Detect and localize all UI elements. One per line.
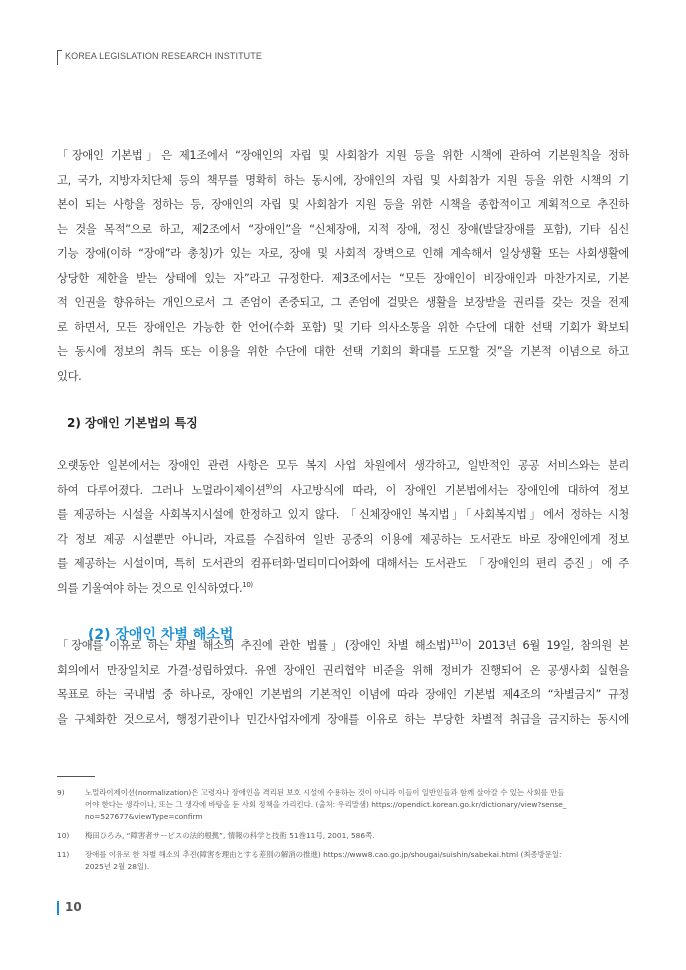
footnote-text[interactable]: 장애를 이유로 한 차별 해소의 추진(障害を理由とする差別の解消の推進) https://www8.cao.go.jp/shougai/suishin/sabekai.html (최종방문일:	[85, 850, 562, 859]
text-line: 「장애인 기본법」은 제1조에서 “장애인의 자립 및 사회참가 지원 등을 위한 시책에 관하여 기본원칙을 정하	[57, 149, 629, 162]
footnote-10	[57, 830, 629, 842]
text-segment: 의 사고방식에 따라, 이 장애인 기본법에서는 장애인에 대하여 정보	[272, 483, 629, 497]
footnote-text: 노멀라이제이션(normalization)은 고령자나 장애인을 격리된 보호 시설에 수용하는 것이 아니라 이들이 일반인들과 함께 살아갈 수 있는 사회를 만들	[85, 788, 565, 797]
footnote-number: 11)	[57, 850, 70, 859]
text-line: 있다.	[57, 369, 82, 383]
header-title: KOREA LEGISLATION RESEARCH INSTITUTE	[65, 51, 262, 61]
footnote-ref-11[interactable]: 11)	[450, 638, 462, 647]
text-line: 각 정보 제공 시설뿐만 아니라, 자료를 수집하여 일반 공중의 이용에 제공하는 도서관도 바로 장애인에게 정보	[57, 532, 629, 546]
text-line: 적 인권을 향유하는 개인으로서 그 존엄이 존중되고, 그 존엄에 걸맞은 생활을 보장받을 권리를 갖는 것을 전제	[57, 296, 629, 309]
footnotes	[57, 787, 629, 880]
text-segment: 이 2013년 6월 19일, 참의원 본	[461, 639, 629, 652]
footnote-11	[57, 849, 629, 873]
paragraph-characteristics	[57, 454, 629, 601]
text-line: 기능 장애(이하 “장애”라 총칭)가 있는 자로, 장애 및 사회적 장벽으로 인해 계속해서 일상생활 또는 사회생활에	[57, 247, 629, 260]
text-line: 오랫동안 일본에서는 장애인 관련 사항은 모두 복지 사업 차원에서 생각하고, 일반적인 공공 서비스와는 분리	[57, 459, 629, 472]
footnote-number: 9)	[57, 788, 65, 797]
footnote-link[interactable]: no=527677&viewType=confirm	[85, 812, 203, 821]
text-line: 고, 국가, 지방자치단체 등의 책무를 명확히 하는 동시에, 장애인의 자립 및 사회참가 지원 등을 위한 시책의 기	[57, 173, 629, 187]
text-line	[57, 479, 629, 504]
text-line	[57, 634, 629, 659]
footnote-9	[57, 787, 629, 823]
header-bracket-mark	[57, 50, 62, 65]
text-line	[57, 577, 629, 602]
text-line: 를 제공하는 시설이며, 특히 도서관의 컴퓨터화·멀티미디어화에 대해서는 도서관도 「장애인의 편리 증진」에 주	[57, 557, 629, 570]
text-line: 는 것을 목적”으로 하고, 제2조에서 “장애인”을 “신체장애, 지적 장애, 정신 장애(발달장애를 포함), 기타 심신	[57, 222, 629, 236]
text-line: 목표로 하는 국내법 중 하나로, 장애인 기본법의 기본적인 이념에 따라 장애인 기본법 제4조의 “차별금지” 규정	[57, 688, 629, 701]
text-line: 을 구체화한 것으로서, 행정기관이나 민간사업자에게 장애를 이유로 하는 부당한 차별적 취급을 금지하는 동시에	[57, 712, 629, 726]
footnote-text: 어야 한다는 생각이나, 또는 그 생각에 바탕을 둔 사회 정책을 가리킨다. (출처: 우리말샘) https://opendict.korean.go.kr/dictionary/view?sense_	[85, 800, 567, 809]
footnote-text: 梅田ひろみ, “障害者サービスの法的根拠”, 情報の科学と技術 51巻11号, 2001, 586쪽.	[85, 831, 375, 840]
footnote-text: 2025년 2월 28일).	[85, 862, 150, 871]
page-number: 10	[65, 900, 82, 914]
subsection-heading: 2) 장애인 기본법의 특징	[67, 416, 198, 430]
paragraph-discrimination-act	[57, 634, 629, 732]
text-line: 상당한 제한을 받는 상태에 있는 자”라고 규정한다. 제3조에서는 “모든 장애인이 비장애인과 마찬가지로, 기본	[57, 271, 629, 285]
text-segment: 「장애를 이유로 하는 차별 해소의 추진에 관한 법률」(장애인 차별 해소법)	[57, 639, 451, 652]
text-segment: 의를 기울여야 하는 것으로 인식하였다.	[57, 581, 243, 595]
text-line: 회의에서 만장일치로 가결·성립하였다. 유엔 장애인 권리협약 비준을 위해 정비가 진행되어 온 공생사회 실현을	[57, 663, 629, 677]
text-line: 는 동시에 정보의 취득 또는 이용을 위한 수단에 대한 선택 기회의 확대를 도모할 것”을 기본적 이념으로 하고	[57, 345, 629, 358]
footnote-ref-10[interactable]: 10)	[242, 580, 253, 589]
paragraph-basic-act	[57, 144, 629, 389]
footnote-divider	[57, 776, 95, 777]
section-heading: (2) 장애인 차별 해소법	[88, 627, 234, 643]
text-line: 본이 되는 사항을 정하는 등, 장애인의 자립 및 사회참가 지원 등을 위한 시책을 종합적이고 계획적으로 추진하	[57, 198, 629, 211]
text-segment: 하여 다루어졌다. 그러나 노멀라이제이션	[57, 483, 266, 497]
footnote-ref-9[interactable]: 9)	[265, 482, 273, 491]
page-number-bar	[57, 901, 59, 915]
footnote-number: 10)	[57, 831, 70, 840]
text-line: 를 제공하는 시설을 사회복지시설에 한정하고 있지 않다. 「신체장애인 복지법」「사회복지법」에서 정하는 시청	[57, 508, 629, 521]
text-line: 로 하면서, 모든 장애인은 가능한 한 언어(수화 포함) 및 기타 의사소통을 위한 수단에 대한 선택 기회가 확보되	[57, 320, 629, 334]
